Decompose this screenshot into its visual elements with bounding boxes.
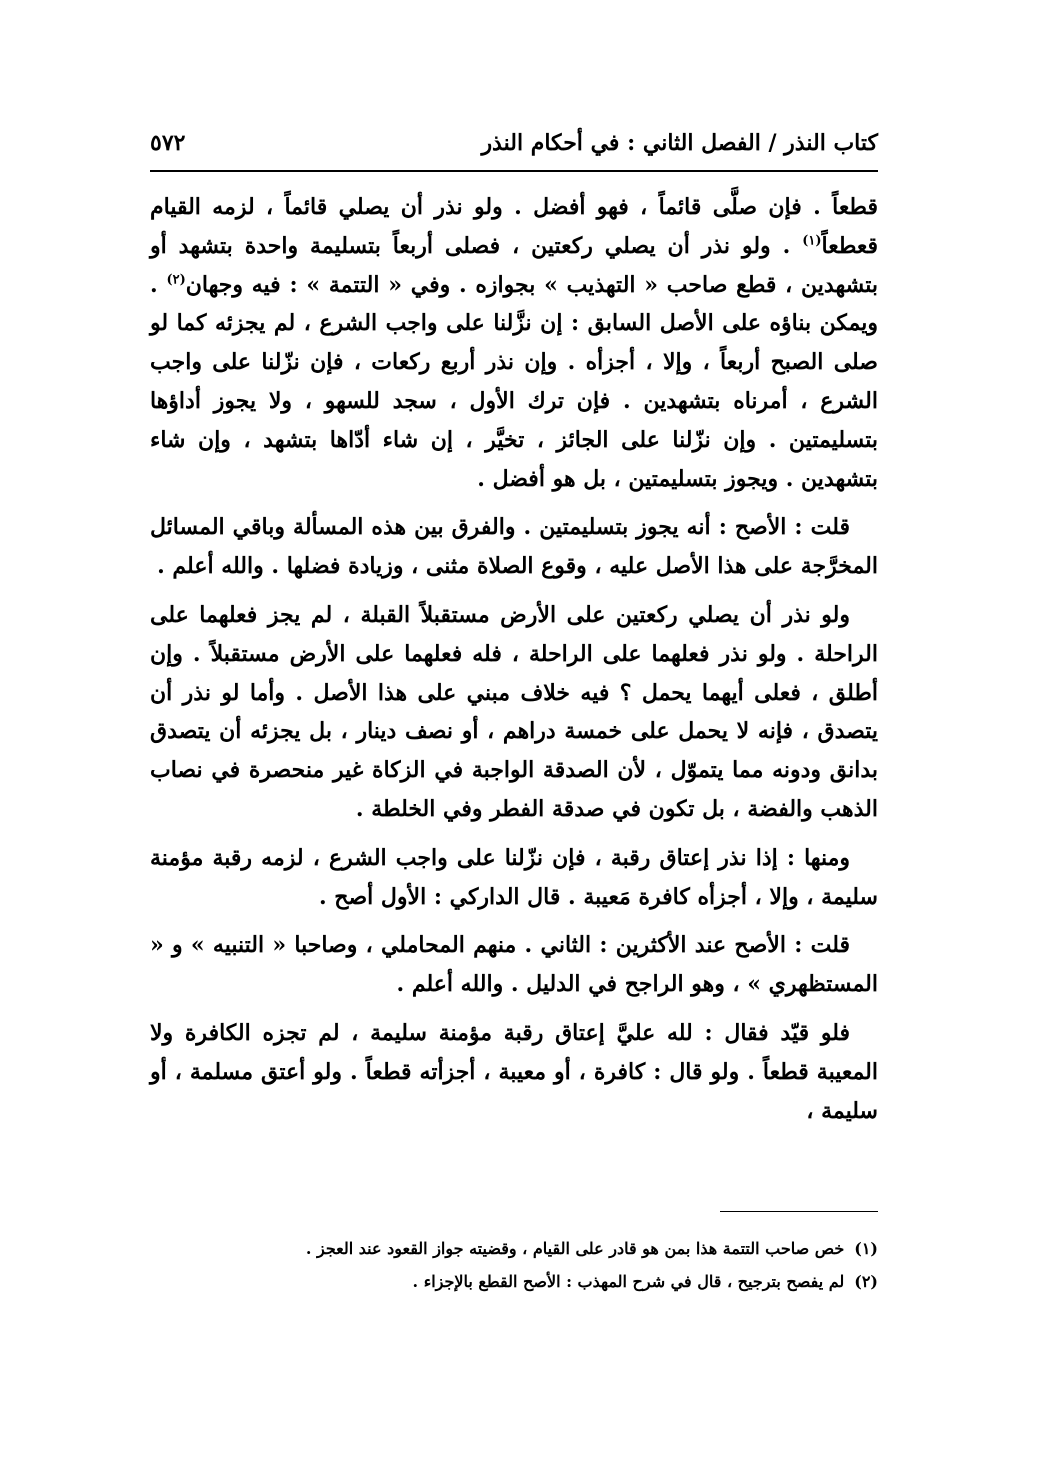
footnote-ref-1[interactable]: (١) <box>802 233 822 249</box>
running-title: كتاب النذر / الفصل الثاني : في أحكام النذر <box>481 130 878 156</box>
paragraph-1-part-a: قطعاً . فإن صلَّى قائماً ، فهو أفضل . ولو نذر أن يصلي قائماً ، لزمه القيام قعطعاً <box>150 194 878 259</box>
footnote-1 <box>150 1232 878 1265</box>
footnote-1-text: خص صاحب التتمة هذا بمن هو قادر على القيام ، وقضيته جواز القعود عند العجز . <box>305 1239 845 1258</box>
footnote-1-number: (١) <box>854 1239 878 1258</box>
main-text <box>150 188 878 1140</box>
paragraph-2: قلت : الأصح : أنه يجوز بتسليمتين . والفرق بين هذه المسألة وباقي المسائل المخرَّجة على هذا الأصل عليه ، وقوع الصلاة مثنى ، وزيادة فضلها . والله أعلم . <box>150 514 878 580</box>
page-number: ٥٧٢ <box>150 130 186 156</box>
footnote-2 <box>150 1265 878 1298</box>
footnote-2-text: لم يفصح بترجيح ، قال في شرح المهذب : الأصح القطع بالإجزاء . <box>412 1272 845 1291</box>
paragraph-3: ولو نذر أن يصلي ركعتين على الأرض مستقبلاً القبلة ، لم يجز فعلهما على الراحلة . ولو نذر فعلهما على الراحلة ، فله فعلهما على الأرض مستقبلاً . وإن أطلق ، فعلى أيهما يحمل ؟ فيه خلاف مبني على هذا الأصل . وأما لو نذر أن يتصدق ، فإنه لا يحمل على خمسة دراهم ، أو نصف دينار ، بل يجزئه أن يتصدق بدانق ودونه مما يتموّل ، لأن الصدقة الواجبة في الزكاة غير منحصرة في نصاب الذهب والفضة ، بل تكون في صدقة الفطر وفي الخلطة . <box>150 601 878 822</box>
header-divider <box>150 170 878 172</box>
paragraph-1 <box>150 188 878 498</box>
paragraph-4: ومنها : إذا نذر إعتاق رقبة ، فإن نزّلنا على واجب الشرع ، لزمه رقبة مؤمنة سليمة ، وإلا ، أجزأه كافرة مَعيبة . قال الداركي : الأول أصح . <box>150 844 878 910</box>
footnote-divider <box>720 1211 878 1212</box>
paragraph-1-part-c: . ويمكن بناؤه على الأصل السابق : إن نزَّلنا على واجب الشرع ، لم يجزئه كما لو صلى الصبح أربعاً ، وإلا ، أجزأه . وإن نذر أربع ركعات ، فإن نزّلنا على واجب الشرع ، أمرناه بتشهدين . فإن ترك الأول ، سجد للسهو ، ولا يجوز أداؤها بتسليمتين . وإن نزّلنا على الجائز ، تخيَّر ، إن شاء أدّاها بتشهد ، وإن شاء بتشهدين . ويجوز بتسليمتين ، بل هو أفضل . <box>150 271 878 492</box>
paragraph-6: فلو قيّد فقال : لله عليَّ إعتاق رقبة مؤمنة سليمة ، لم تجزه الكافرة ولا المعيبة قطعاً . ولو قال : كافرة ، أو معيبة ، أجزأته قطعاً . ولو أعتق مسلمة ، أو سليمة ، <box>150 1019 878 1124</box>
footnote-ref-2[interactable]: (٢) <box>166 272 186 288</box>
page-header <box>150 126 878 166</box>
footnote-2-number: (٢) <box>854 1272 878 1291</box>
paragraph-1-part-b: . ولو نذر أن يصلي ركعتين ، فصلى أربعاً بتسليمة واحدة بتشهد أو بتشهدين ، قطع صاحب « التهذيب » بجوازه . وفي « التتمة » : فيه وجهان <box>150 232 878 298</box>
footnotes <box>150 1232 878 1298</box>
paragraph-5: قلت : الأصح عند الأكثرين : الثاني . منهم المحاملي ، وصاحبا « التنبيه » و « المستظهري » ، وهو الراجح في الدليل . والله أعلم . <box>150 932 878 998</box>
